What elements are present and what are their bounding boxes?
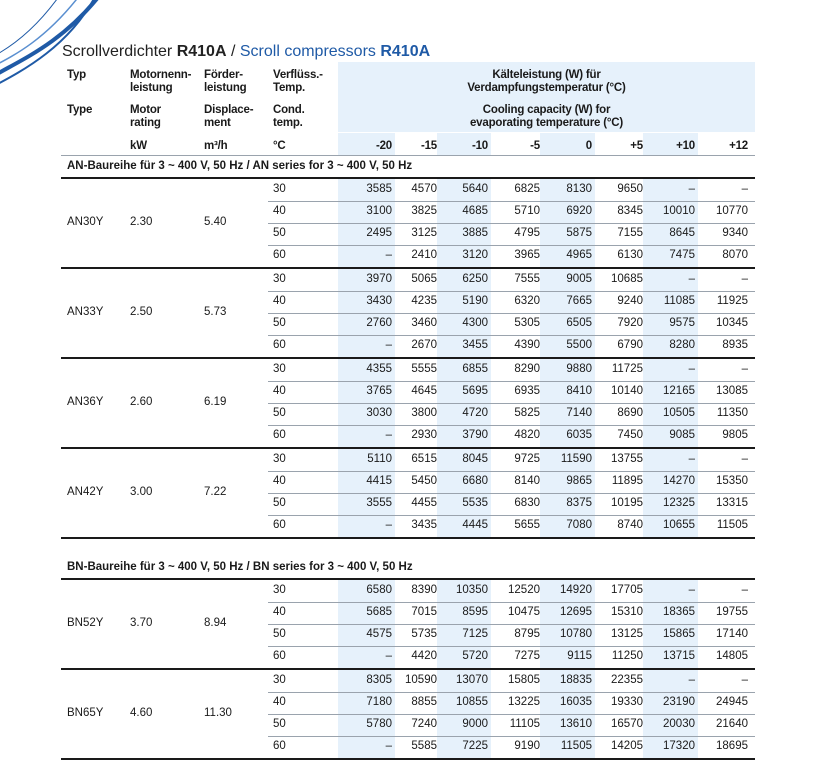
capacity-value: 19755 — [716, 606, 748, 618]
cond-temp: 60 — [273, 249, 286, 261]
capacity-value: 9000 — [462, 718, 488, 730]
row-divider — [268, 515, 755, 516]
capacity-value: 8390 — [411, 584, 437, 596]
cond-temp: 30 — [273, 674, 286, 686]
capacity-value: 9240 — [617, 295, 643, 307]
capacity-value: 18695 — [716, 740, 748, 752]
capacity-value: 8595 — [462, 606, 488, 618]
displacement: 5.40 — [204, 216, 227, 228]
capacity-value: – — [385, 429, 392, 441]
capacity-value: 5655 — [514, 519, 540, 531]
capacity-value: – — [688, 183, 695, 195]
capacity-value: 4795 — [514, 227, 540, 239]
motor-rating: 3.00 — [130, 486, 153, 498]
capacity-value: 8140 — [514, 475, 540, 487]
header-unit-displ: m³/h — [204, 140, 228, 152]
capacity-value: 6320 — [514, 295, 540, 307]
row-divider — [268, 313, 755, 314]
capacity-value: 11085 — [663, 295, 695, 307]
capacity-value: 17140 — [716, 628, 748, 640]
model-type: AN42Y — [67, 486, 104, 498]
header-capacity-en: Cooling capacity (W) for evaporating temperature (°C) — [469, 104, 623, 129]
row-divider — [268, 471, 755, 472]
capacity-value: 3455 — [462, 339, 488, 351]
capacity-value: 11925 — [716, 295, 748, 307]
capacity-value: 8045 — [462, 453, 488, 465]
capacity-value: 2410 — [411, 249, 437, 261]
capacity-value: 3800 — [411, 407, 437, 419]
evap-temp-header: +12 — [729, 140, 748, 152]
capacity-value: 3965 — [514, 249, 540, 261]
capacity-value: 20030 — [663, 718, 695, 730]
row-divider — [268, 201, 755, 202]
row-divider — [268, 692, 755, 693]
capacity-value: 7475 — [669, 249, 695, 261]
cond-temp: 50 — [273, 628, 286, 640]
capacity-value: 4455 — [411, 497, 437, 509]
capacity-value: 7555 — [514, 273, 540, 285]
capacity-value: 8375 — [566, 497, 592, 509]
cond-temp: 50 — [273, 497, 286, 509]
capacity-value: 8070 — [722, 249, 748, 261]
capacity-value: 8645 — [669, 227, 695, 239]
capacity-value: 4355 — [366, 363, 392, 375]
capacity-value: 9190 — [514, 740, 540, 752]
capacity-value: 5500 — [566, 339, 592, 351]
row-divider — [268, 736, 755, 737]
capacity-value: 3435 — [411, 519, 437, 531]
capacity-value: 7180 — [366, 696, 392, 708]
capacity-value: 10195 — [611, 497, 643, 509]
capacity-value: 8290 — [514, 363, 540, 375]
capacity-value: 3585 — [366, 183, 392, 195]
capacity-value: 23190 — [663, 696, 695, 708]
capacity-value: 9880 — [566, 363, 592, 375]
capacity-value: 5875 — [566, 227, 592, 239]
motor-rating: 3.70 — [130, 617, 153, 629]
capacity-value: 11350 — [716, 407, 748, 419]
capacity-value: 9005 — [566, 273, 592, 285]
capacity-value: 11505 — [716, 519, 748, 531]
capacity-value: 13125 — [611, 628, 643, 640]
title-german-refrigerant: R410A — [176, 43, 227, 60]
capacity-value: 4415 — [366, 475, 392, 487]
cond-temp: 40 — [273, 475, 286, 487]
capacity-value: 7125 — [462, 628, 488, 640]
capacity-value: 4235 — [411, 295, 437, 307]
evap-temp-header: -20 — [375, 140, 392, 152]
capacity-value: 8410 — [566, 385, 592, 397]
capacity-value: 12520 — [508, 584, 540, 596]
capacity-value: 5555 — [411, 363, 437, 375]
cond-temp: 60 — [273, 429, 286, 441]
capacity-value: 7240 — [411, 718, 437, 730]
capacity-value: 3825 — [411, 205, 437, 217]
capacity-value: 10780 — [560, 628, 592, 640]
displacement: 6.19 — [204, 396, 227, 408]
capacity-value: 16035 — [560, 696, 592, 708]
capacity-value: 4685 — [462, 205, 488, 217]
row-divider — [268, 245, 755, 246]
capacity-value: 15865 — [663, 628, 695, 640]
row-divider — [268, 493, 755, 494]
capacity-value: 9085 — [669, 429, 695, 441]
capacity-value: 4575 — [366, 628, 392, 640]
capacity-value: 2670 — [411, 339, 437, 351]
header-displ-en: Displace- ment — [204, 104, 254, 129]
capacity-value: 8740 — [617, 519, 643, 531]
row-divider — [268, 381, 755, 382]
capacity-value: – — [741, 183, 748, 195]
cond-temp: 30 — [273, 273, 286, 285]
capacity-value: 9725 — [514, 453, 540, 465]
row-divider — [268, 335, 755, 336]
capacity-value: – — [688, 584, 695, 596]
capacity-value: 14920 — [560, 584, 592, 596]
capacity-value: 10505 — [663, 407, 695, 419]
cond-temp: 60 — [273, 740, 286, 752]
cond-temp: 30 — [273, 584, 286, 596]
capacity-value: – — [688, 674, 695, 686]
capacity-value: 16570 — [611, 718, 643, 730]
capacity-value: 5305 — [514, 317, 540, 329]
capacity-value: 10855 — [456, 696, 488, 708]
capacity-value: 19330 — [611, 696, 643, 708]
cond-temp: 40 — [273, 385, 286, 397]
capacity-value: 5780 — [366, 718, 392, 730]
capacity-value: 12325 — [663, 497, 695, 509]
capacity-value: 3030 — [366, 407, 392, 419]
capacity-value: 4820 — [514, 429, 540, 441]
capacity-value: – — [385, 740, 392, 752]
capacity-value: 13715 — [663, 650, 695, 662]
capacity-value: 3125 — [411, 227, 437, 239]
capacity-value: – — [688, 273, 695, 285]
row-divider — [268, 425, 755, 426]
header-unit-motor: kW — [130, 140, 147, 152]
capacity-value: 10685 — [611, 273, 643, 285]
capacity-value: – — [741, 674, 748, 686]
displacement: 7.22 — [204, 486, 227, 498]
capacity-value: 13755 — [611, 453, 643, 465]
capacity-value: 9575 — [669, 317, 695, 329]
capacity-value: 3765 — [366, 385, 392, 397]
capacity-value: 5585 — [411, 740, 437, 752]
row-divider — [268, 646, 755, 647]
capacity-value: 18365 — [663, 606, 695, 618]
cond-temp: 50 — [273, 317, 286, 329]
capacity-value: 5735 — [411, 628, 437, 640]
capacity-value: 4720 — [462, 407, 488, 419]
displacement: 5.73 — [204, 306, 227, 318]
cond-temp: 50 — [273, 227, 286, 239]
capacity-value: 7080 — [566, 519, 592, 531]
title-english-refrigerant: R410A — [380, 43, 431, 60]
capacity-value: 4570 — [411, 183, 437, 195]
capacity-value: 6790 — [617, 339, 643, 351]
capacity-value: 24945 — [716, 696, 748, 708]
capacity-value: 5535 — [462, 497, 488, 509]
header-unit-cond: °C — [273, 140, 286, 152]
cond-temp: 40 — [273, 295, 286, 307]
capacity-value: 14205 — [611, 740, 643, 752]
capacity-value: 3430 — [366, 295, 392, 307]
capacity-value: 6935 — [514, 385, 540, 397]
section-title: AN-Baureihe für 3 ~ 400 V, 50 Hz / AN series for 3 ~ 400 V, 50 Hz — [67, 160, 413, 172]
capacity-value: 9650 — [617, 183, 643, 195]
capacity-value: 21640 — [716, 718, 748, 730]
model-type: AN30Y — [67, 216, 104, 228]
capacity-value: 5720 — [462, 650, 488, 662]
evap-temp-header: -5 — [530, 140, 540, 152]
motor-rating: 2.60 — [130, 396, 153, 408]
cond-temp: 60 — [273, 519, 286, 531]
capacity-value: – — [688, 363, 695, 375]
model-type: AN36Y — [67, 396, 104, 408]
evap-temp-header: +5 — [630, 140, 643, 152]
capacity-value: 9115 — [567, 650, 592, 662]
row-divider — [268, 291, 755, 292]
capacity-value: 5110 — [367, 453, 392, 465]
capacity-value: 8855 — [411, 696, 437, 708]
capacity-value: 6855 — [462, 363, 488, 375]
capacity-value: 6830 — [514, 497, 540, 509]
title-german: Scrollverdichter — [62, 43, 177, 60]
cond-temp: 40 — [273, 696, 286, 708]
capacity-value: 8935 — [722, 339, 748, 351]
model-type: BN52Y — [67, 617, 104, 629]
capacity-value: 3120 — [462, 249, 488, 261]
capacity-value: – — [385, 249, 392, 261]
capacity-value: 7665 — [566, 295, 592, 307]
capacity-value: 5825 — [514, 407, 540, 419]
model-divider — [61, 537, 755, 539]
header-cond-de: Verflüss.- Temp. — [273, 69, 323, 94]
capacity-value: – — [741, 273, 748, 285]
capacity-value: 12165 — [663, 385, 695, 397]
capacity-value: 15350 — [716, 475, 748, 487]
title-separator: / — [226, 43, 240, 60]
capacity-value: 4645 — [411, 385, 437, 397]
evap-temp-header: 0 — [585, 140, 592, 152]
row-divider — [268, 223, 755, 224]
capacity-value: 13085 — [716, 385, 748, 397]
capacity-value: – — [741, 363, 748, 375]
capacity-value: 6680 — [462, 475, 488, 487]
capacity-value: – — [385, 650, 392, 662]
cond-temp: 40 — [273, 606, 286, 618]
cond-temp: 50 — [273, 407, 286, 419]
capacity-value: 4965 — [566, 249, 592, 261]
capacity-value: 7155 — [617, 227, 643, 239]
capacity-value: 22355 — [611, 674, 643, 686]
cond-temp: 30 — [273, 453, 286, 465]
cond-temp: 60 — [273, 339, 286, 351]
capacity-value: 7275 — [514, 650, 540, 662]
cond-temp: 50 — [273, 718, 286, 730]
capacity-value: 4390 — [514, 339, 540, 351]
row-divider — [268, 403, 755, 404]
cond-temp: 60 — [273, 650, 286, 662]
capacity-value: 5710 — [514, 205, 540, 217]
capacity-value: 8345 — [617, 205, 643, 217]
cond-temp: 30 — [273, 183, 286, 195]
header-divider — [61, 155, 755, 156]
capacity-value: 11895 — [611, 475, 643, 487]
page-title — [62, 42, 430, 62]
capacity-value: 7015 — [411, 606, 437, 618]
header-displ-de: Förder- leistung — [204, 69, 247, 94]
capacity-value: 11725 — [611, 363, 643, 375]
header-capacity-de: Kälteleistung (W) für Verdampfungstemperatur (°C) — [467, 69, 626, 94]
model-type: BN65Y — [67, 707, 104, 719]
capacity-value: 8795 — [514, 628, 540, 640]
evap-temp-header: +10 — [676, 140, 695, 152]
capacity-value: 11250 — [611, 650, 643, 662]
capacity-value: 10010 — [663, 205, 695, 217]
capacity-value: 2495 — [366, 227, 392, 239]
capacity-value: 6515 — [411, 453, 437, 465]
model-type: AN33Y — [67, 306, 104, 318]
row-divider — [268, 714, 755, 715]
capacity-value: – — [741, 584, 748, 596]
capacity-value: 9340 — [722, 227, 748, 239]
header-motor-de: Motornenn- leistung — [130, 69, 192, 94]
header-cond-en: Cond. temp. — [273, 104, 305, 129]
capacity-value: 3970 — [366, 273, 392, 285]
capacity-value: 3885 — [462, 227, 488, 239]
capacity-value: 14270 — [663, 475, 695, 487]
capacity-value: 17320 — [663, 740, 695, 752]
evap-temp-header: -15 — [420, 140, 437, 152]
capacity-value: 5065 — [411, 273, 437, 285]
capacity-value: 6505 — [566, 317, 592, 329]
capacity-value: 8305 — [366, 674, 392, 686]
capacity-value: 4420 — [411, 650, 437, 662]
capacity-value: 6580 — [366, 584, 392, 596]
capacity-value: 18835 — [560, 674, 592, 686]
capacity-value: 3555 — [366, 497, 392, 509]
capacity-value: – — [688, 453, 695, 465]
capacity-value: 2760 — [366, 317, 392, 329]
capacity-value: 10770 — [716, 205, 748, 217]
capacity-value: 5695 — [462, 385, 488, 397]
capacity-value: 3460 — [411, 317, 437, 329]
row-divider — [268, 602, 755, 603]
cond-temp: 40 — [273, 205, 286, 217]
evap-temp-header: -10 — [471, 140, 488, 152]
capacity-value: 5190 — [462, 295, 488, 307]
capacity-value: 17705 — [611, 584, 643, 596]
capacity-value: 8690 — [617, 407, 643, 419]
capacity-value: 10345 — [716, 317, 748, 329]
cond-temp: 30 — [273, 363, 286, 375]
capacity-value: 7450 — [617, 429, 643, 441]
header-typ-de: Typ — [67, 69, 86, 81]
capacity-value: 5640 — [462, 183, 488, 195]
capacity-value: 13610 — [560, 718, 592, 730]
capacity-value: 2930 — [411, 429, 437, 441]
capacity-value: 9805 — [722, 429, 748, 441]
motor-rating: 2.50 — [130, 306, 153, 318]
capacity-value: 6250 — [462, 273, 488, 285]
row-divider — [268, 624, 755, 625]
capacity-value: 6035 — [566, 429, 592, 441]
capacity-value: 7920 — [617, 317, 643, 329]
capacity-value: 13225 — [508, 696, 540, 708]
capacity-value: 10475 — [508, 606, 540, 618]
capacity-value: 14805 — [716, 650, 748, 662]
capacity-value: 15310 — [611, 606, 643, 618]
capacity-value: 6825 — [514, 183, 540, 195]
capacity-value: 15805 — [508, 674, 540, 686]
motor-rating: 4.60 — [130, 707, 153, 719]
capacity-value: 12695 — [560, 606, 592, 618]
capacity-value: 7225 — [462, 740, 488, 752]
capacity-value: 10350 — [456, 584, 488, 596]
capacity-value: 5685 — [366, 606, 392, 618]
capacity-value: – — [385, 339, 392, 351]
capacity-value: – — [385, 519, 392, 531]
header-motor-en: Motor rating — [130, 104, 161, 129]
capacity-value: 13315 — [716, 497, 748, 509]
displacement: 11.30 — [204, 707, 232, 719]
capacity-value: 3100 — [366, 205, 392, 217]
capacity-value: 13070 — [456, 674, 488, 686]
capacity-value: 11505 — [560, 740, 592, 752]
capacity-value: 11590 — [560, 453, 592, 465]
capacity-value: 6130 — [617, 249, 643, 261]
capacity-value: 3790 — [462, 429, 488, 441]
header-typ-en: Type — [67, 104, 93, 116]
model-divider — [61, 758, 755, 760]
title-english: Scroll compressors — [239, 43, 381, 60]
capacity-value: 8130 — [566, 183, 592, 195]
section-title: BN-Baureihe für 3 ~ 400 V, 50 Hz / BN series for 3 ~ 400 V, 50 Hz — [67, 561, 413, 573]
capacity-value: 4445 — [462, 519, 488, 531]
capacity-value: – — [741, 453, 748, 465]
capacity-value: 5450 — [411, 475, 437, 487]
capacity-value: 10655 — [663, 519, 695, 531]
displacement: 8.94 — [204, 617, 227, 629]
capacity-value: 4300 — [462, 317, 488, 329]
capacity-value: 10590 — [405, 674, 437, 686]
capacity-value: 11105 — [509, 718, 540, 730]
motor-rating: 2.30 — [130, 216, 153, 228]
capacity-value: 9865 — [566, 475, 592, 487]
capacity-value: 6920 — [566, 205, 592, 217]
capacity-value: 10140 — [611, 385, 643, 397]
capacity-value: 7140 — [566, 407, 592, 419]
capacity-value: 8280 — [669, 339, 695, 351]
